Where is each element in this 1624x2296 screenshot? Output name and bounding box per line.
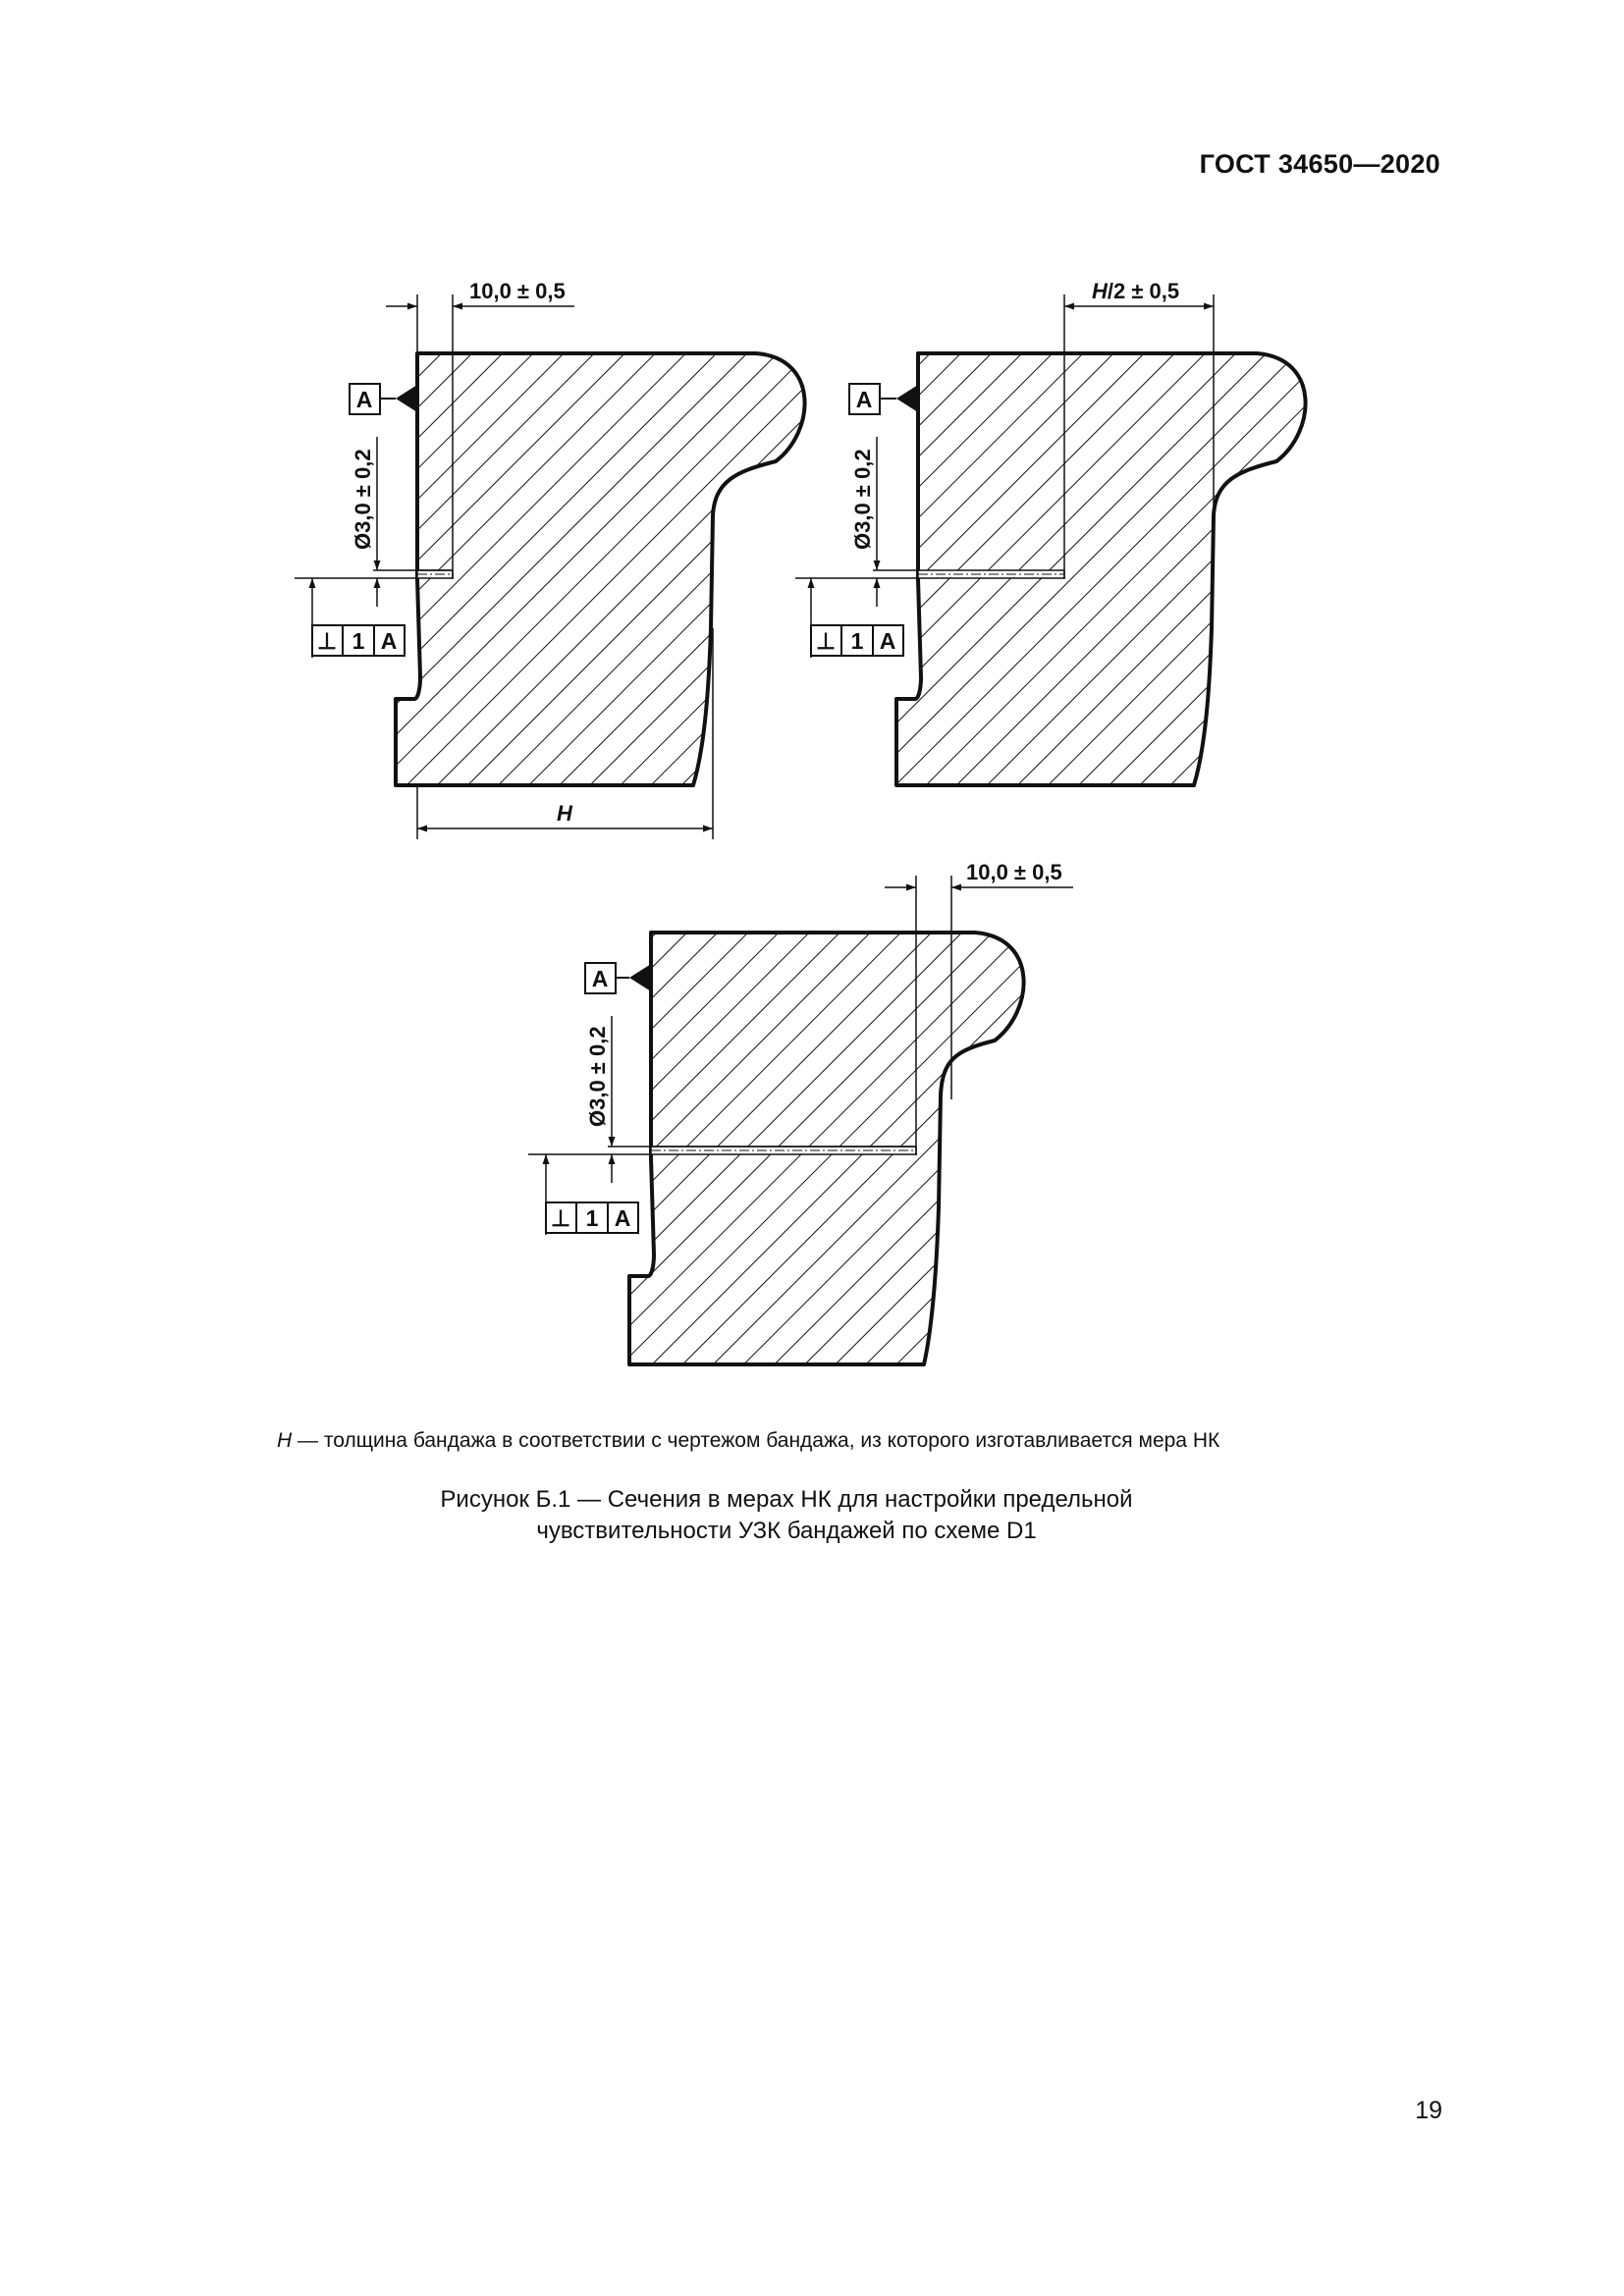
- perpendicularity-icon: ⊥: [316, 628, 338, 654]
- caption-line-1: Рисунок Б.1 — Сечения в мерах НК для настройки предельной: [440, 1486, 1133, 1513]
- tolerance-frame: [546, 1202, 638, 1233]
- tolerance-datum: A: [879, 628, 896, 654]
- legend-text: — толщина бандажа в соответствии с чертежом бандажа, из которого изготавливается мера НК: [292, 1429, 1220, 1452]
- tolerance-datum: A: [614, 1205, 631, 1231]
- perpendicularity-icon: ⊥: [815, 628, 837, 654]
- section-view-2: [795, 279, 1306, 785]
- dimension-diameter: Ø3,0 ± 0,2: [850, 449, 875, 550]
- dimension-distance: 10,0 ± 0,5: [966, 860, 1062, 884]
- section-view-1: [295, 279, 805, 839]
- caption-line-2: чувствительности УЗК бандажей по схеме D1: [536, 1518, 1037, 1544]
- dimension-distance: 10,0 ± 0,5: [469, 279, 566, 303]
- section-outline: [896, 353, 1306, 785]
- datum-triangle-icon: [396, 385, 417, 412]
- dimension-diameter: Ø3,0 ± 0,2: [351, 449, 375, 550]
- tolerance-value: 1: [352, 628, 365, 654]
- datum-triangle-icon: [629, 964, 651, 991]
- tolerance-value: 1: [850, 628, 864, 654]
- dimension-diameter: Ø3,0 ± 0,2: [585, 1026, 610, 1127]
- tolerance-frame: [811, 625, 903, 656]
- dimension-thickness: H: [557, 801, 572, 826]
- datum-letter: A: [355, 387, 373, 412]
- page-number: 19: [1415, 2097, 1442, 2124]
- datum-letter: A: [591, 966, 609, 991]
- datum-triangle-icon: [896, 385, 918, 412]
- dimension-distance: H/2 ± 0,5: [1092, 279, 1180, 303]
- figure-legend: [277, 1429, 1357, 1453]
- section-view-3: [528, 860, 1073, 1364]
- figure-caption: [0, 1484, 1624, 1547]
- tolerance-value: 1: [585, 1205, 599, 1231]
- section-outline: [396, 353, 805, 785]
- datum-letter: A: [855, 387, 873, 412]
- legend-symbol: H: [277, 1429, 293, 1452]
- tolerance-frame: [312, 625, 405, 656]
- standard-number: ГОСТ 34650—2020: [1199, 149, 1440, 179]
- perpendicularity-icon: ⊥: [550, 1205, 571, 1231]
- tolerance-datum: A: [380, 628, 398, 654]
